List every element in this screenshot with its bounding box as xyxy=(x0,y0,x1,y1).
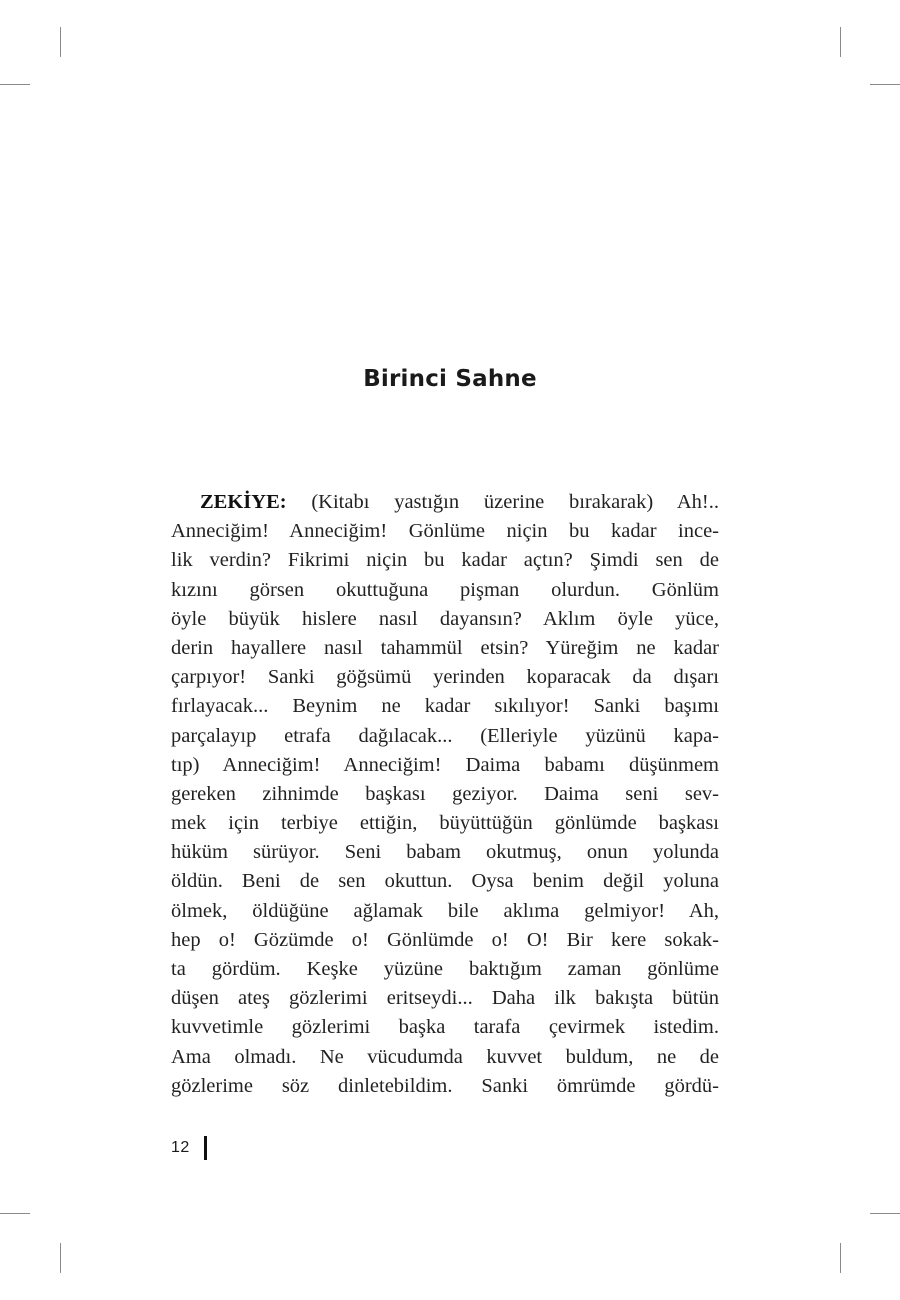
crop-mark-bottom-left-vertical xyxy=(60,1243,61,1273)
dialogue-line: Ama olmadı. Ne vücudumda kuvvet buldum, ne de xyxy=(171,1045,719,1068)
crop-mark-top-left-horizontal xyxy=(0,84,30,85)
dialogue-line: parçalayıp etrafa dağılacak... (Elleriyle yüzünü kapa- xyxy=(171,724,719,747)
crop-mark-bottom-left-horizontal xyxy=(0,1213,30,1214)
dialogue-first-line-text: (Kitabı yastığın üzerine bırakarak) Ah!.. xyxy=(286,491,719,513)
speaker-name: ZEKİYE: xyxy=(200,491,287,513)
dialogue-line: ta gördüm. Keşke yüzüne baktığım zaman gönlüme xyxy=(171,958,719,980)
dialogue-line: hüküm sürüyor. Seni babam okutmuş, onun yolunda xyxy=(171,841,719,864)
dialogue-line: gözlerime söz dinletebildim. Sanki ömrümde gördü- xyxy=(171,1074,719,1097)
scene-title: Birinci Sahne xyxy=(363,366,537,392)
dialogue-line: mek için terbiye ettiğin, büyüttüğün gönlümde başkası xyxy=(171,812,719,835)
dialogue-line: öyle büyük hislere nasıl dayansın? Aklım öyle yüce, xyxy=(171,607,719,630)
dialogue-line: kızını görsen okuttuğuna pişman olurdun. Gönlüm xyxy=(171,578,719,601)
crop-mark-bottom-right-vertical xyxy=(840,1243,841,1273)
dialogue-line: derin hayallere nasıl tahammül etsin? Yüreğim ne kadar xyxy=(171,636,719,659)
dialogue-first-line xyxy=(171,488,719,517)
crop-mark-top-right-vertical xyxy=(840,27,841,57)
crop-mark-bottom-right-horizontal xyxy=(870,1213,900,1214)
crop-mark-top-right-horizontal xyxy=(870,84,900,85)
dialogue-line: ölmek, öldüğüne ağlamak bile aklıma gelmiyor! Ah, xyxy=(171,899,719,922)
dialogue-line: düşen ateş gözlerimi eritseydi... Daha ilk bakışta bütün xyxy=(171,987,719,1010)
page-footer xyxy=(171,1136,207,1160)
dialogue-line: çarpıyor! Sanki göğsümü yerinden koparacak da dışarı xyxy=(171,666,719,689)
dialogue-line: fırlayacak... Beynim ne kadar sıkılıyor! Sanki başımı xyxy=(171,695,719,718)
crop-mark-top-left-vertical xyxy=(60,27,61,57)
dialogue-line: öldün. Beni de sen okuttun. Oysa benim değil yoluna xyxy=(171,870,719,893)
dialogue-line: lik verdin? Fikrimi niçin bu kadar açtın? Şimdi sen de xyxy=(171,549,719,572)
page-number: 12 xyxy=(171,1139,190,1156)
dialogue-line: hep o! Gözümde o! Gönlümde o! O! Bir kere sokak- xyxy=(171,928,719,951)
folio-bar xyxy=(204,1136,207,1160)
dialogue-paragraph xyxy=(171,488,719,1101)
dialogue-line: gereken zihnimde başkası geziyor. Daima seni sev- xyxy=(171,782,719,805)
dialogue-line: tıp) Anneciğim! Anneciğim! Daima babamı düşünmem xyxy=(171,753,719,776)
dialogue-line: kuvvetimle gözlerimi başka tarafa çevirmek istedim. xyxy=(171,1016,719,1039)
dialogue-line: Anneciğim! Anneciğim! Gönlüme niçin bu kadar ince- xyxy=(171,520,719,543)
